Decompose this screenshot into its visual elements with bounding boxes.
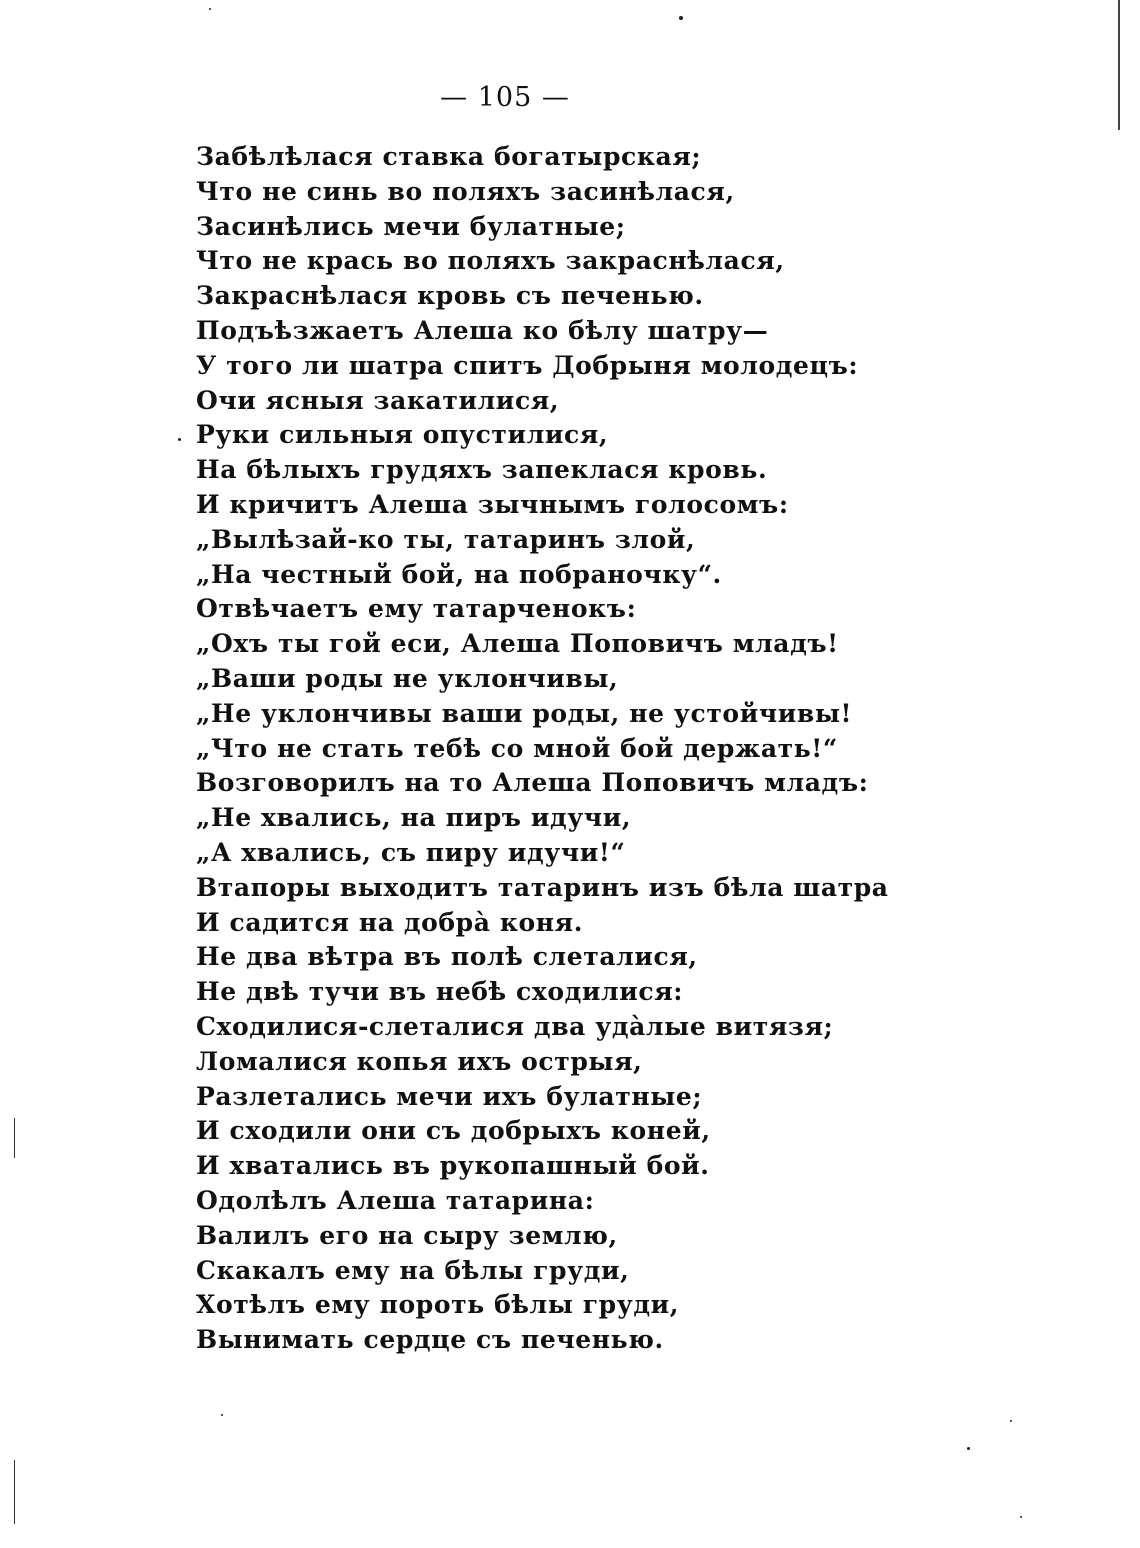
scan-speck <box>178 438 181 441</box>
poem-line: Вынимать сердце съ печенью. <box>196 1325 664 1355</box>
scan-speck <box>1010 1420 1012 1422</box>
poem-line: Втапоры выходитъ татаринъ изъ бѣла шатра <box>196 872 889 902</box>
poem-line: Подъѣзжаетъ Алеша ко бѣлу шатру— <box>196 315 769 345</box>
poem-line: Одолѣлъ Алеша татарина: <box>196 1185 595 1215</box>
poem-line: У того ли шатра спитъ Добрыня молодецъ: <box>196 350 859 380</box>
scan-speck <box>221 1414 223 1416</box>
scan-edge-line <box>14 1118 15 1158</box>
poem-line: И кричитъ Алеша зычнымъ голосомъ: <box>196 489 789 519</box>
scan-edge-line <box>1118 0 1120 130</box>
scan-speck <box>679 16 683 20</box>
poem-line: Валилъ его на сыру землю, <box>196 1220 618 1250</box>
poem-line: Отвѣчаетъ ему татарченокъ: <box>196 594 637 624</box>
poem-line: Что не синь во поляхъ засинѣлася, <box>196 176 735 206</box>
poem-line: „А хвались, съ пиру идучи!“ <box>196 837 626 867</box>
poem-line: Закраснѣлася кровь съ печенью. <box>196 281 704 311</box>
poem-line: „Вылѣзай-ко ты, татаринъ злой, <box>196 524 696 554</box>
poem-text <box>196 140 916 1358</box>
poem-line: Разлетались мечи ихъ булатные; <box>196 1081 703 1111</box>
poem-line: Очи ясныя закатилися, <box>196 385 560 415</box>
poem-line: И хватались въ рукопашный бой. <box>196 1151 710 1181</box>
poem-line: И сходили они съ добрыхъ коней, <box>196 1116 711 1146</box>
poem-line: Что не крась во поляхъ закраснѣлася, <box>196 246 785 276</box>
poem-line: Скакалъ ему на бѣлы груди, <box>196 1255 630 1285</box>
poem-line: „Ваши роды не уклончивы, <box>196 663 619 693</box>
poem-line: Засинѣлись мечи булатные; <box>196 211 626 241</box>
poem-line: Руки сильныя опустилися, <box>196 420 609 450</box>
scan-speck <box>209 8 211 10</box>
poem-line: „Не уклончивы ваши роды, не устойчивы! <box>196 698 853 728</box>
poem-line: „Не хвались, на пиръ идучи, <box>196 803 632 833</box>
poem-line: На бѣлыхъ грудяхъ запеклася кровь. <box>196 455 768 485</box>
poem-line: Сходилися-слеталися два удàлые витязя; <box>196 1011 834 1041</box>
poem-line: Возговорилъ на то Алеша Поповичъ младъ: <box>196 768 869 798</box>
poem-line: „Охъ ты гой еси, Алеша Поповичъ младъ! <box>196 629 839 659</box>
poem-line: Ломалися копья ихъ острыя, <box>196 1046 643 1076</box>
poem-line: И садится на добрà коня. <box>196 907 584 937</box>
scan-speck <box>1020 1516 1022 1518</box>
poem-line: „На честный бой, на побраночку“. <box>196 559 722 589</box>
poem-line: Не двѣ тучи въ небѣ сходилися: <box>196 977 684 1007</box>
poem-line: Забѣлѣлася ставка богатырская; <box>196 142 702 171</box>
poem-line: Хотѣлъ ему пороть бѣлы груди, <box>196 1290 680 1320</box>
page-number: — 105 — <box>440 82 570 113</box>
scan-edge-line <box>14 1460 15 1524</box>
scan-speck <box>967 1447 970 1450</box>
poem-line: „Что не стать тебѣ со мной бой держать!“ <box>196 733 838 763</box>
poem-line: Не два вѣтра въ полѣ слеталися, <box>196 942 698 972</box>
